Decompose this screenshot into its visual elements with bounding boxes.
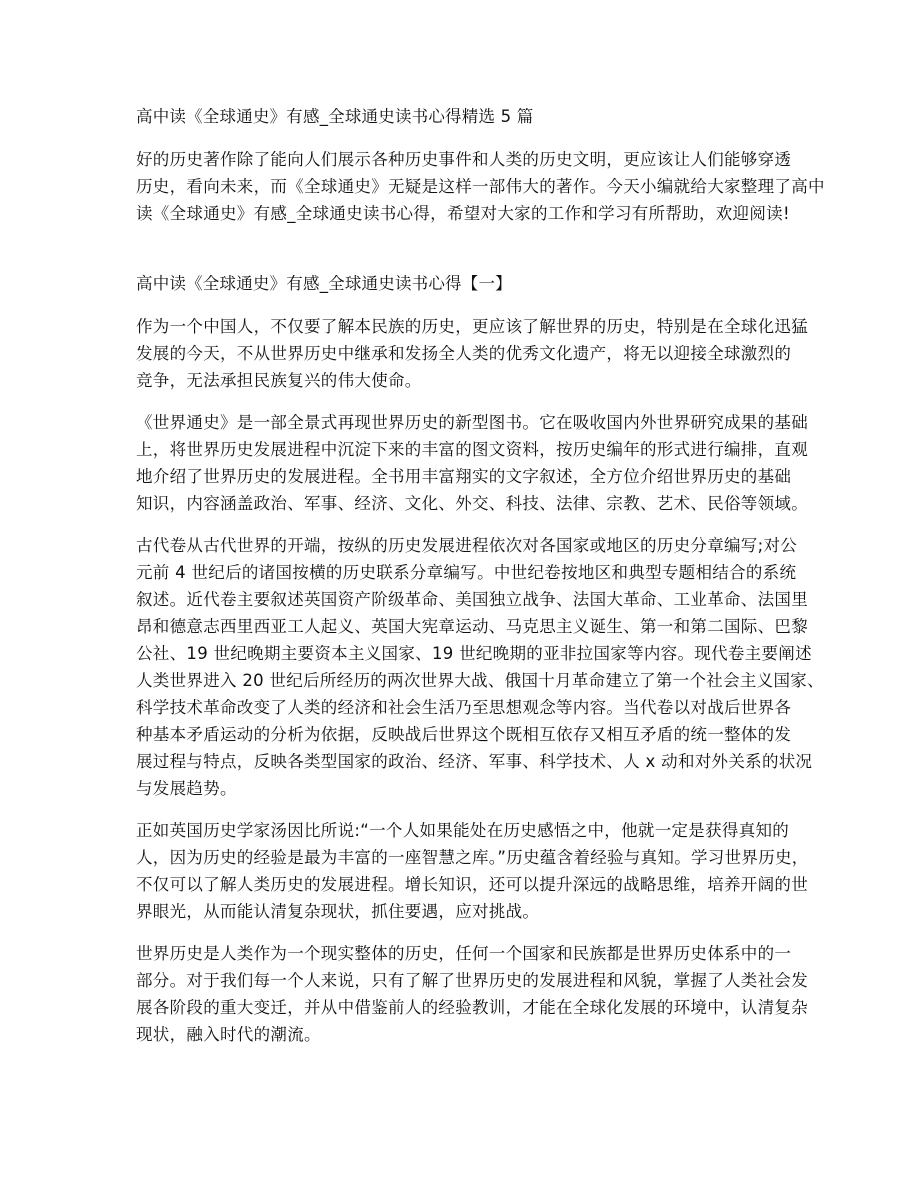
text-line: 元前 4 世纪后的诸国按横的历史联系分章编写。中世纪卷按地区和典型专题相结合的系统 — [136, 563, 797, 582]
body-paragraph-5 — [136, 940, 808, 1048]
section-heading: 高中读《全球通史》有感_全球通史读书心得【一】 — [136, 274, 512, 293]
text-line: 部分。对于我们每一个人来说，只有了解了世界历史的发展进程和风貌，掌握了人类社会发 — [136, 971, 808, 990]
text-line: 发展的今天，不从世界历史中继承和发扬全人类的优秀文化遗产，将无以迎接全球激烈的 — [136, 344, 792, 363]
text-line: 上，将世界历史发展进程中沉淀下来的丰富的图文资料，按历史编年的形式进行编排，直观 — [136, 440, 808, 459]
text-line: 昂和德意志西里西亚工人起义、英国大宪章运动、马克思主义诞生、第一和第二国际、巴黎 — [136, 617, 808, 636]
text-line: 公社、19 世纪晚期主要资本主义国家、19 世纪晚期的亚非拉国家等内容。现代卷主要阐述 — [136, 644, 812, 663]
text-line: 与发展趋势。 — [136, 779, 237, 798]
text-line: 人类世界进入 20 世纪后所经历的两次世界大战、俄国十月革命建立了第一个社会主义国家、 — [136, 671, 824, 690]
text-line: 世界历史是人类作为一个现实整体的历史，任何一个国家和民族都是世界历史体系中的一 — [136, 944, 792, 963]
intro-paragraph — [136, 146, 825, 227]
document-title: 高中读《全球通史》有感_全球通史读书心得精选 5 篇 — [136, 107, 534, 126]
text-line: 科学技术革命改变了人类的经济和社会生活乃至思想观念等内容。当代卷以对战后世界各 — [136, 698, 792, 717]
text-line: 作为一个中国人，不仅要了解本民族的历史，更应该了解世界的历史，特别是在全球化迅猛 — [136, 317, 808, 336]
text-line: 古代卷从古代世界的开端，按纵的历史发展进程依次对各国家或地区的历史分章编写;对公 — [136, 536, 798, 555]
text-line: 界眼光，从而能认清复杂现状，抓住要遇，应对挑战。 — [136, 902, 540, 921]
text-line: 竞争，无法承担民族复兴的伟大使命。 — [136, 371, 422, 390]
text-line: 展过程与特点，反映各类型国家的政治、经济、军事、科学技术、人 x 动和对外关系的状况 — [136, 752, 813, 771]
text-line: 知识，内容涵盖政治、军事、经济、文化、外交、科技、法律、宗教、艺术、民俗等领域。 — [136, 494, 808, 513]
text-line: 展各阶段的重大变迁，并从中借鉴前人的经验教训，才能在全球化发展的环境中，认清复杂 — [136, 998, 808, 1017]
text-line: 现状，融入时代的潮流。 — [136, 1025, 321, 1044]
text-line: 好的历史著作除了能向人们展示各种历史事件和人类的历史文明，更应该让人们能够穿透 — [136, 150, 792, 169]
text-line: 种基本矛盾运动的分析为依据，反映战后世界这个既相互依存又相互矛盾的统一整体的发 — [136, 725, 792, 744]
document-page — [136, 104, 825, 1063]
text-line: 人，因为历史的经验是最为丰富的一座智慧之库。”历史蕴含着经验与真知。学习世界历史， — [136, 848, 809, 867]
text-line: 历史，看向未来，而《全球通史》无疑是这样一部伟大的著作。今天小编就给大家整理了高中 — [136, 177, 825, 196]
text-line: 读《全球通史》有感_全球通史读书心得，希望对大家的工作和学习有所帮助，欢迎阅读! — [136, 204, 790, 223]
text-line: 正如英国历史学家汤因比所说:“一个人如果能处在历史感悟之中，他就一定是获得真知的 — [136, 821, 790, 840]
text-line: 地介绍了世界历史的发展进程。全书用丰富翔实的文字叙述，全方位介绍世界历史的基础 — [136, 467, 792, 486]
body-paragraph-1 — [136, 313, 808, 394]
text-line: 《世界通史》是一部全景式再现世界历史的新型图书。它在吸收国内外世界研究成果的基础 — [136, 413, 808, 432]
text-line: 不仅可以了解人类历史的发展进程。增长知识，还可以提升深远的战略思维，培养开阔的世 — [136, 875, 808, 894]
body-paragraph-4 — [136, 817, 809, 925]
body-paragraph-2 — [136, 409, 808, 517]
text-line: 叙述。近代卷主要叙述英国资产阶级革命、美国独立战争、法国大革命、工业革命、法国里 — [136, 590, 808, 609]
body-paragraph-3 — [136, 532, 824, 802]
